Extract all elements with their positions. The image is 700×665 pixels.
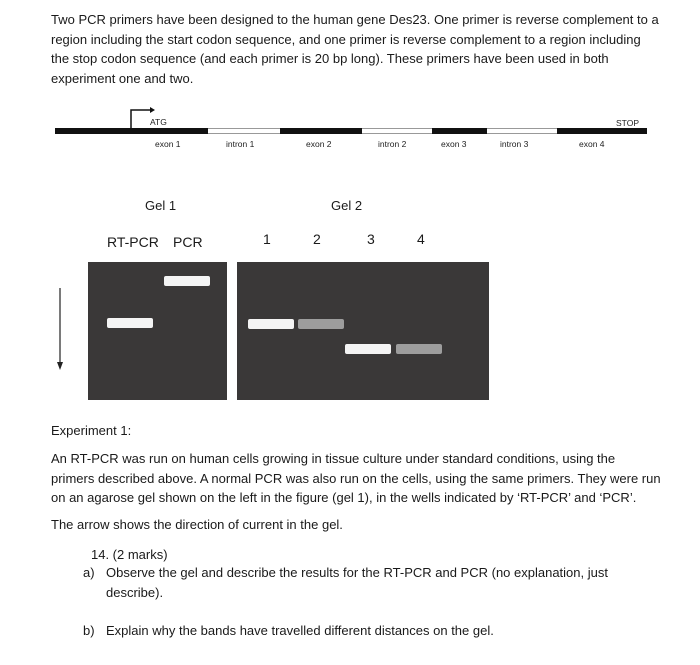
question-a-marker: a) [83, 565, 95, 580]
stop-codon-label: STOP [616, 118, 639, 128]
label-intron-1: intron 1 [226, 139, 255, 149]
intro-line-2: region including the start codon sequence, and one primer is reverse complement to a region including [51, 31, 641, 47]
label-exon-3: exon 3 [441, 139, 467, 149]
gel-2-band-lane-1 [248, 319, 294, 329]
gel-1-title: Gel 1 [145, 198, 177, 213]
segment-intron-1 [208, 128, 280, 134]
experiment-line-1: An RT-PCR was run on human cells growing in tissue culture under standard conditions, using the [51, 451, 616, 466]
arrow-note: The arrow shows the direction of current in the gel. [51, 517, 343, 532]
question-b-marker: b) [83, 623, 95, 638]
question-b-text: Explain why the bands have travelled different distances on the gel. [106, 623, 494, 638]
start-codon-label: ATG [150, 117, 167, 127]
segment-intron-3 [487, 128, 557, 134]
gel-2-band-lane-4 [396, 344, 442, 354]
experiment-line-2: primers described above. A normal PCR was also run on the cells, using the same primers. They were run [51, 470, 661, 486]
gel-2-band-lane-2 [298, 319, 344, 329]
label-intron-3: intron 3 [500, 139, 529, 149]
intro-paragraph [51, 10, 671, 88]
experiment-paragraph [51, 449, 681, 508]
experiment-line-3: on an agarose gel shown on the left in the figure (gel 1), in the wells indicated by ‘RT-PCR’ and ‘PCR’. [51, 490, 637, 505]
intro-line-3: the stop codon sequence (and each primer is 20 bp long). These primers have been used in both [51, 51, 609, 66]
gel-2-band-lane-3 [345, 344, 391, 354]
gel-2-lane-1: 1 [263, 231, 271, 247]
segment-exon-4 [557, 128, 647, 134]
gel-2 [237, 262, 489, 400]
label-exon-1: exon 1 [155, 139, 181, 149]
segment-exon-2 [280, 128, 362, 134]
gel-2-title: Gel 2 [331, 198, 363, 213]
gel-1-band-rt-pcr [107, 318, 153, 328]
intro-line-4: experiment one and two. [51, 70, 194, 86]
gel-1-lane-pcr: PCR [173, 234, 203, 250]
gel-2-lane-4: 4 [417, 231, 425, 247]
gel-2-lane-3: 3 [367, 231, 375, 247]
question-a-line-1: Observe the gel and describe the results for the RT-PCR and PCR (no explanation, just [106, 565, 608, 580]
question-number: 14. (2 marks) [91, 547, 168, 562]
current-direction-arrow-icon [54, 288, 66, 372]
gel-1-band-pcr [164, 276, 210, 286]
label-exon-2: exon 2 [306, 139, 332, 149]
experiment-heading: Experiment 1: [51, 423, 132, 438]
segment-exon-3 [432, 128, 487, 134]
label-intron-2: intron 2 [378, 139, 407, 149]
intro-line-1: Two PCR primers have been designed to the human gene Des23. One primer is reverse complement to a [51, 12, 659, 27]
segment-intron-2 [362, 128, 432, 134]
label-exon-4: exon 4 [579, 139, 605, 149]
gel-1 [88, 262, 227, 400]
gel-1-lane-rt-pcr: RT-PCR [107, 234, 159, 250]
gel-2-lane-2: 2 [313, 231, 321, 247]
question-a-text [106, 563, 666, 603]
question-a-line-2: describe). [106, 585, 164, 600]
